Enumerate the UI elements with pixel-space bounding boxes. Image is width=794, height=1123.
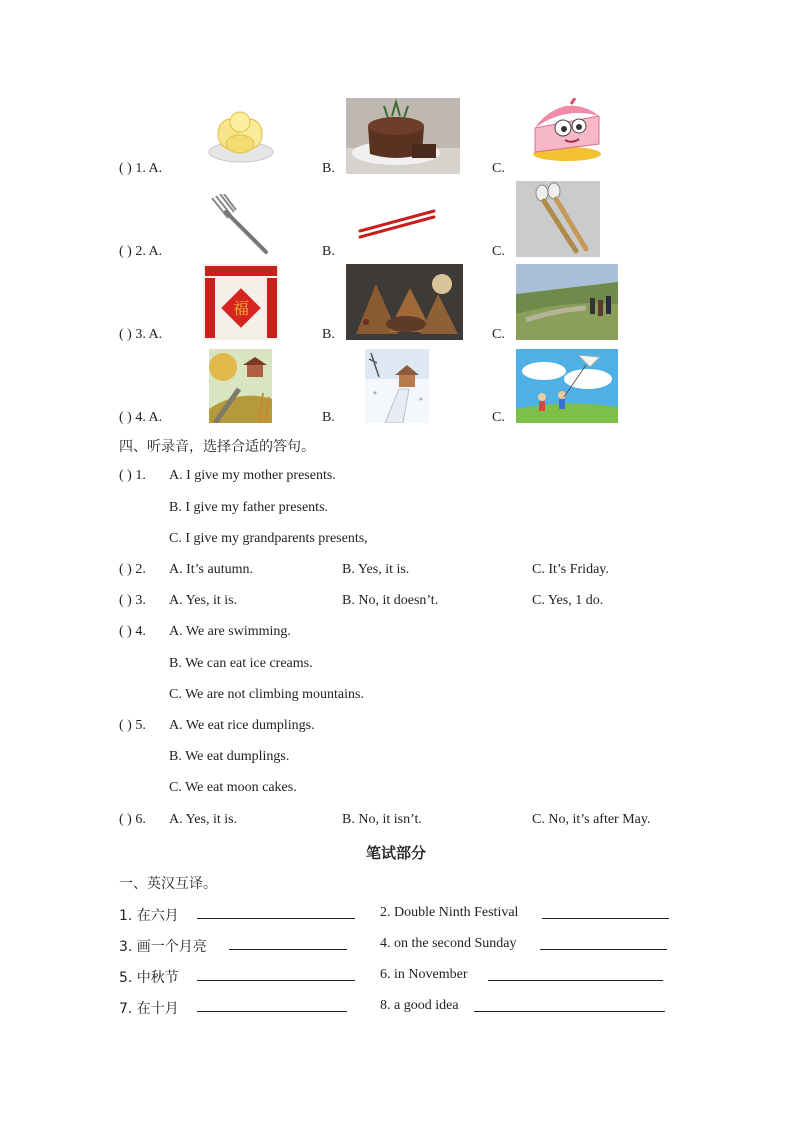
pic-q1-c-label: C. <box>492 161 505 176</box>
answer-blank-1[interactable] <box>197 906 355 919</box>
written-section1-title: 一、英汉互译。 <box>119 876 217 892</box>
s4-q2-number: ( ) 2. <box>119 562 146 577</box>
s4-q1-number: ( ) 1. <box>119 468 146 483</box>
written-part-title: 笔试部分 <box>366 844 427 862</box>
translation-item-3: 3. 画一个月亮 <box>119 939 207 955</box>
answer-blank-8[interactable] <box>474 999 665 1012</box>
pic-q1-b-label: B. <box>322 161 335 176</box>
s4-q2-option-b: B. Yes, it is. <box>342 562 410 577</box>
rice-dumplings-icon <box>346 264 463 340</box>
autumn-pavilion-icon <box>209 349 272 423</box>
s4-q2-option-a: A. It’s autumn. <box>169 562 253 577</box>
pic-q3-b-label: B. <box>322 327 335 342</box>
pic-q2-label: ( ) 2. A. <box>119 244 163 259</box>
s4-q4-option-c: C. We are not climbing mountains. <box>169 687 364 702</box>
answer-blank-3[interactable] <box>229 937 347 950</box>
pic-q1-label: ( ) 1. A. <box>119 161 163 176</box>
s4-q2-option-c: C. It’s Friday. <box>532 562 609 577</box>
pic-q3-c-label: C. <box>492 327 505 342</box>
s4-q1-option-c: C. I give my grandparents presents, <box>169 531 368 546</box>
chopsticks-icon <box>358 205 436 239</box>
translation-item-8: 8. a good idea <box>380 998 459 1013</box>
section4-title: 四、听录音，选择合适的答句。 <box>119 439 315 455</box>
s4-q6-option-c: C. No, it’s after May. <box>532 812 651 827</box>
pic-q3-label: ( ) 3. A. <box>119 327 163 342</box>
pic-q4-label: ( ) 4. A. <box>119 410 163 425</box>
pic-q4-b-label: B. <box>322 410 335 425</box>
translation-item-6: 6. in November <box>380 967 468 982</box>
s4-q5-number: ( ) 5. <box>119 718 146 733</box>
answer-blank-5[interactable] <box>197 968 355 981</box>
answer-blank-7[interactable] <box>197 999 347 1012</box>
translation-item-4: 4. on the second Sunday <box>380 936 517 951</box>
cartoon-cake-icon <box>525 98 607 164</box>
translation-item-2: 2. Double Ninth Festival <box>380 905 519 920</box>
answer-blank-6[interactable] <box>488 968 663 981</box>
spoons-icon <box>516 181 600 257</box>
s4-q4-option-a: A. We are swimming. <box>169 624 291 639</box>
people-climbing-hill-icon <box>516 264 618 340</box>
s4-q5-option-c: C. We eat moon cakes. <box>169 780 297 795</box>
translation-item-7: 7. 在十月 <box>119 1001 179 1017</box>
s4-q5-option-a: A. We eat rice dumplings. <box>169 718 315 733</box>
s4-q1-option-b: B. I give my father presents. <box>169 500 329 515</box>
fork-icon <box>206 194 272 256</box>
pic-q4-c-label: C. <box>492 410 505 425</box>
answer-blank-4[interactable] <box>540 937 667 950</box>
s4-q6-option-b: B. No, it isn’t. <box>342 812 422 827</box>
chocolate-cake-icon <box>346 98 460 174</box>
s4-q3-option-c: C. Yes, 1 do. <box>532 593 604 608</box>
s4-q4-option-b: B. We can eat ice creams. <box>169 656 313 671</box>
s4-q6-option-a: A. Yes, it is. <box>169 812 238 827</box>
lemon-slices-icon <box>206 104 276 164</box>
s4-q6-number: ( ) 6. <box>119 812 146 827</box>
svg-text:福: 福 <box>232 299 250 318</box>
translation-item-5: 5. 中秋节 <box>119 970 179 986</box>
translation-item-1: 1. 在六月 <box>119 908 179 924</box>
s4-q3-number: ( ) 3. <box>119 593 146 608</box>
s4-q3-option-a: A. Yes, it is. <box>169 593 238 608</box>
s4-q3-option-b: B. No, it doesn’t. <box>342 593 439 608</box>
winter-snow-pavilion-icon <box>365 349 429 423</box>
answer-blank-2[interactable] <box>542 906 669 919</box>
s4-q4-number: ( ) 4. <box>119 624 146 639</box>
s4-q5-option-b: B. We eat dumplings. <box>169 749 290 764</box>
spring-couplets-icon <box>203 264 279 340</box>
kids-flying-kite-icon <box>516 349 618 423</box>
s4-q1-option-a: A. I give my mother presents. <box>169 468 336 483</box>
pic-q2-c-label: C. <box>492 244 505 259</box>
pic-q2-b-label: B. <box>322 244 335 259</box>
